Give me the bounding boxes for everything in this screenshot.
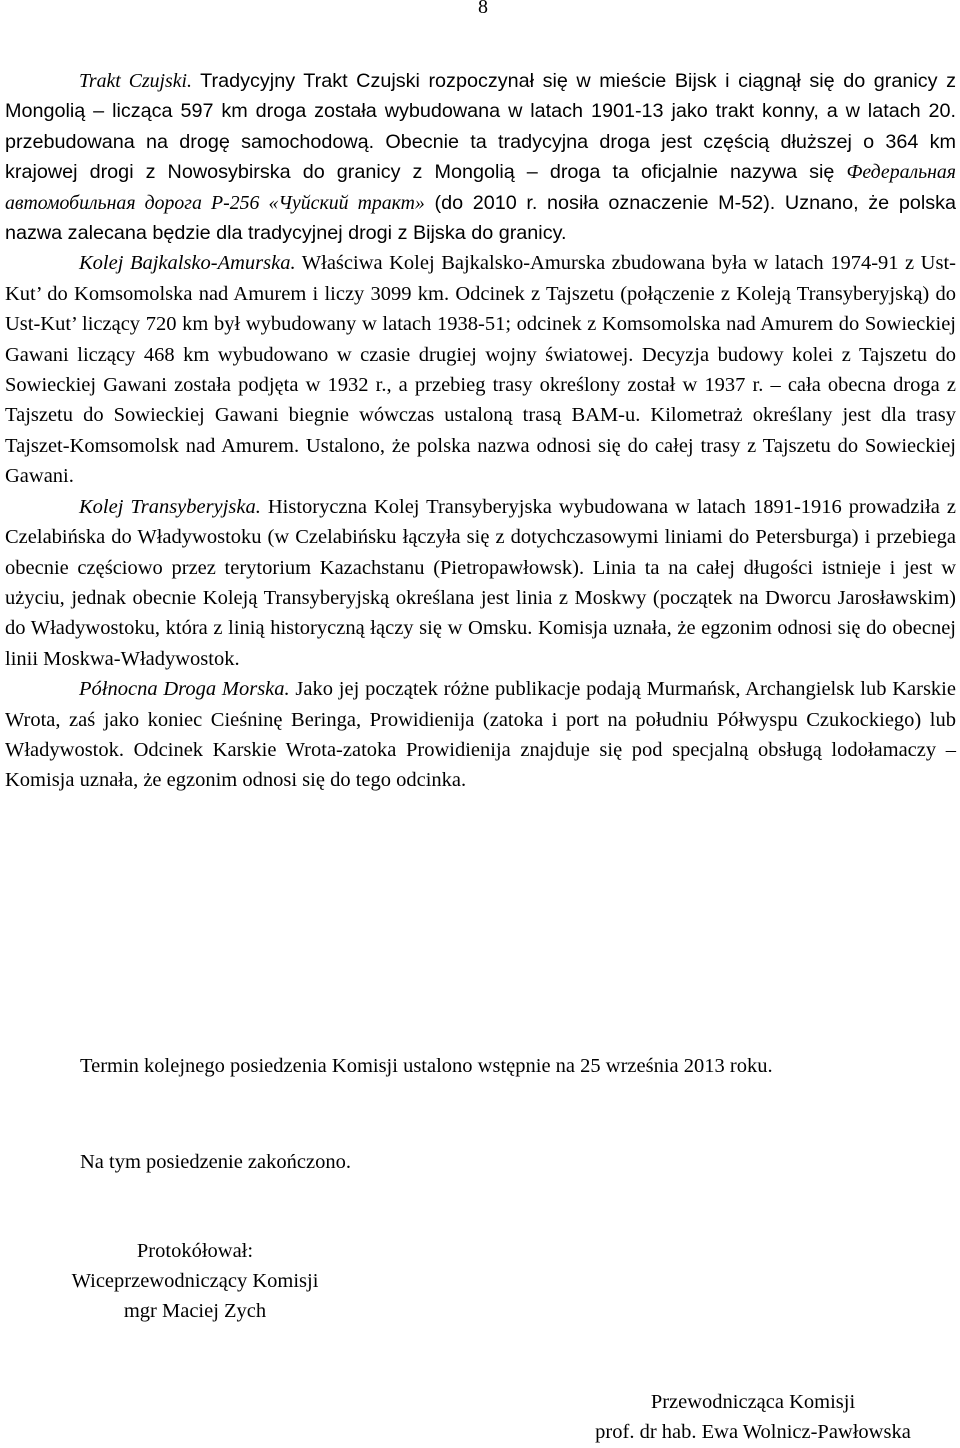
next-meeting-note: Termin kolejnego posiedzenia Komisji ustalono wstępnie na 25 września 2013 roku. xyxy=(80,1055,773,1077)
protocol-signature-block xyxy=(40,1236,350,1326)
paragraph-polnocna-droga-morska xyxy=(5,674,956,796)
chair-name: prof. dr hab. Ewa Wolnicz-Pawłowska xyxy=(595,1421,911,1443)
paragraph-kolej-bajkalsko-amurska xyxy=(5,248,956,491)
paragraph-text: Właściwa Kolej Bajkalsko-Amurska zbudowana była w latach 1974-91 z Ust-Kut’ do Komsomolska nad Amurem i liczy 3099 km. Odcinek z Tajszetu (połączenie z Koleją Transyberyjską) do Ust-Kut’ liczący 720 km był wybudowany w latach 1938-51; odcinek z Komsomolska nad Amurem do Sowieckiej Gawani liczący 468 km wybudowano w czasie drugiej wojny światowej. Decyzja budowy kolei z Tajszetu do Sowieckiej Gawani została podjęta w 1932 r., a przebieg trasy określony został w 1937 r. – cała obecna droga z Tajszetu do Sowieckiej Gawani biegnie wówczas ustaloną trasą BAM-u. Kilometraż określany jest dla trasy Tajszet-Komsomolsk nad Amurem. Ustalono, że polska nazwa odnosi się do całej trasy z Tajszetu do Sowieckiej Gawani. xyxy=(5,252,956,488)
paragraph-text: Jako jej początek różne publikacje podają Murmańsk, Archangielsk lub Karskie Wrota, zaś jako koniec Cieśninę Beringa, Prowidienija (zatoka i port na południu Półwyspu Czukockiego) lub Władywostok. Odcinek Karskie Wrota-zatoka Prowidienija znajduje się pod specjalną obsługą lodołamaczy – Komisja uznała, że egzonim odnosi się do tego odcinka. xyxy=(5,678,956,792)
paragraph-kolej-transyberyjska xyxy=(5,492,956,674)
meeting-ended-note: Na tym posiedzenie zakończono. xyxy=(80,1151,351,1173)
paragraph-trakt-czujski xyxy=(5,66,956,248)
paragraph-title: Trakt Czujski. xyxy=(79,70,192,92)
paragraph-text: Tradycyjny Trakt Czujski rozpoczynał się w mieście Bijsk i ciągnął się do granicy z Mongolią – licząca 597 km droga została wybudowana w latach 1901-13 jako trakt konny, a w latach 20. przebudowana na drogę samochodową. Obecnie ta tradycyjna droga jest częścią dłuższej o 364 km krajowej drogi z Nowosybirska do granicy z Mongolią – droga ta oficjalnie nazywa się xyxy=(5,70,956,184)
protocol-name: mgr Maciej Zych xyxy=(123,1300,267,1322)
chair-signature-block xyxy=(553,1387,953,1447)
page-number: 8 xyxy=(478,0,488,18)
paragraph-text: (do 2010 r. nosiła oznaczenie M-52). Uznano, że polska nazwa zalecana będzie dla tradycyjnej drogi z Bijska do granicy. xyxy=(5,191,956,245)
protocol-role: Wiceprzewodniczący Komisji xyxy=(71,1270,319,1292)
paragraph-title: Północna Droga Morska. xyxy=(79,678,290,701)
paragraph-text: Historyczna Kolej Transyberyjska wybudowana w latach 1891-1916 prowadziła z Czelabińska do Władywostoku (w Czelabińsku łączyła się z dotychczasowymi liniami do Petersburga) i przebiega obecnie częściowo przez terytorium Kazachstanu (Pietropawłowsk). Linia ta na całej długości istnieje i jest w użyciu, jednak obecnie Koleją Transyberyjską określana jest linia z Moskwy (początek na Dworcu Jarosławskim) do Władywostoku, która z linią historyczną łączy się w Omsku. Komisja uznała, że egzonim odnosi się do obecnej linii Moskwa-Władywostok. xyxy=(5,495,956,670)
paragraph-title: Kolej Transyberyjska. xyxy=(79,495,261,518)
document-body xyxy=(5,66,956,796)
paragraph-title: Kolej Bajkalsko-Amurska. xyxy=(79,252,296,275)
russian-road-name: Федеральная автомобильная дорога Р-256 «Чуйский тракт» xyxy=(5,161,956,214)
protocol-label: Protokółował: xyxy=(136,1240,254,1262)
chair-role: Przewodnicząca Komisji xyxy=(650,1391,856,1413)
